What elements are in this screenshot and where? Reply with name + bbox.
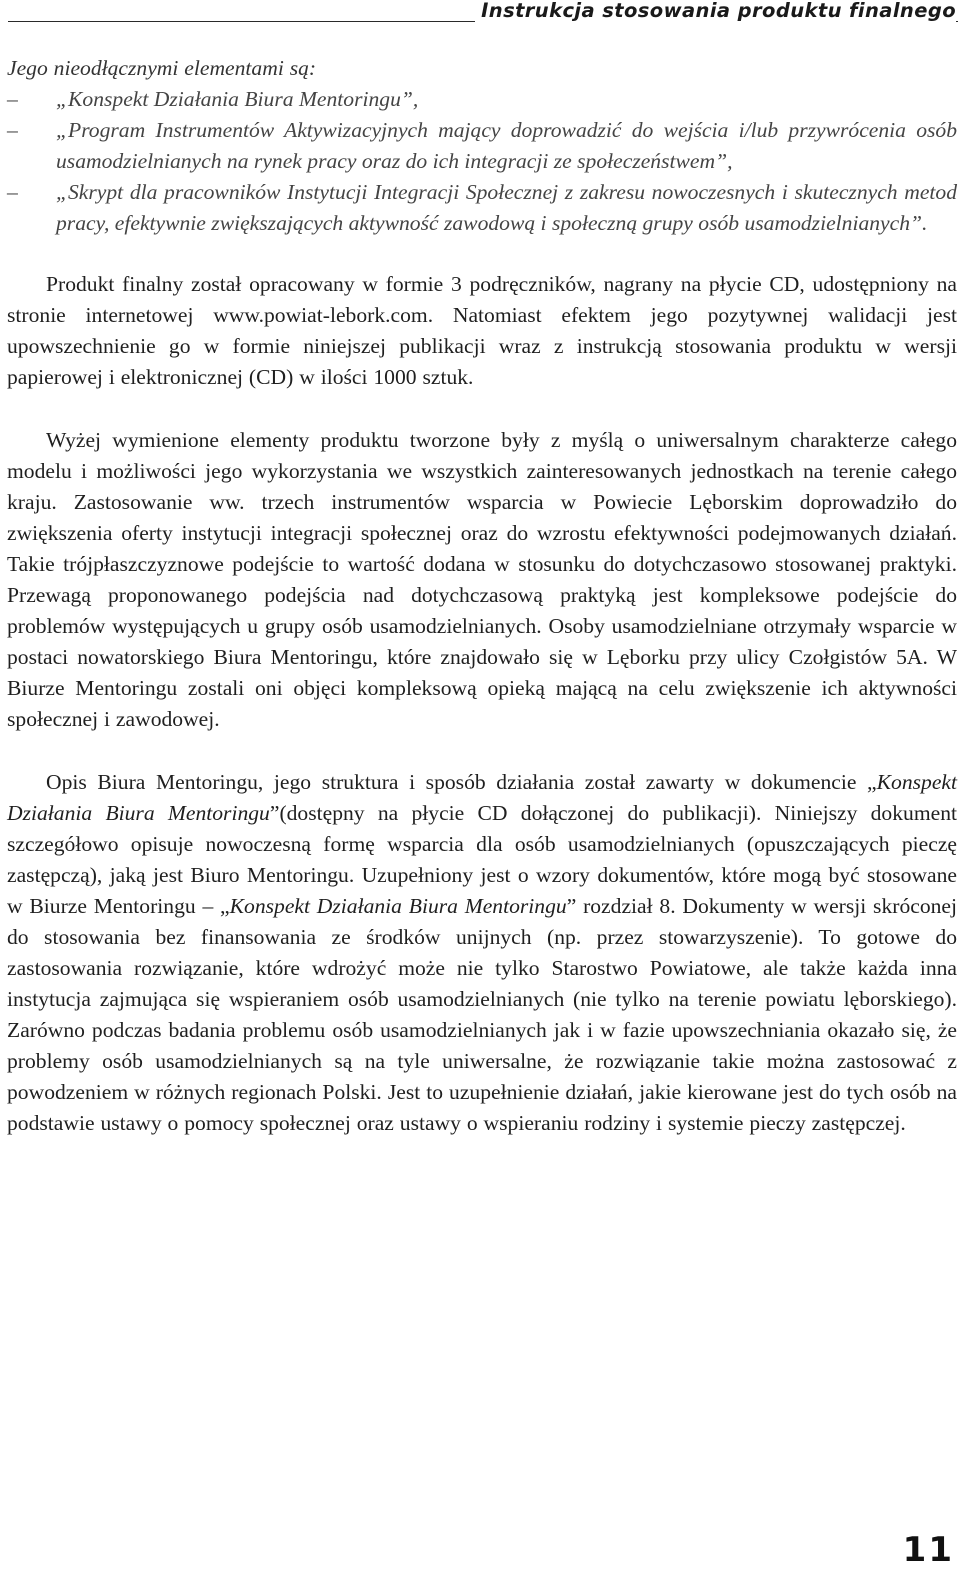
spacer: [7, 735, 957, 767]
paragraph-text: Opis Biura Mentoringu, jego struktura i sposób działania został zawarty w dokumencie „: [46, 770, 877, 794]
header-title: Instrukcja stosowania produktu finalnego: [475, 0, 956, 22]
list-item-text: „Skrypt dla pracowników Instytucji Integracji Społecznej z zakresu nowoczesnych i skutecznych metod pracy, efektywnie zwiększających aktywność zawodową i społeczną grupy osób usamodzielnianych”.: [56, 180, 957, 235]
list-intro: Jego nieodłącznymi elementami są:: [7, 56, 317, 80]
list-item-text: „Konspekt Działania Biura Mentoringu”,: [56, 87, 419, 111]
spacer: [7, 393, 957, 425]
list-dash: –: [7, 180, 18, 204]
list-dash: –: [7, 118, 18, 142]
paragraph-office-description: [7, 767, 957, 1139]
document-title: Konspekt Działania Biura Mentoringu: [229, 894, 567, 918]
page-number: 11: [902, 1530, 954, 1570]
list-item: [7, 84, 957, 115]
element-list: [7, 84, 957, 239]
paragraph-elements-universal: Wyżej wymienione elementy produktu tworzone były z myślą o uniwersalnym charakterze całego modelu i możliwości jego wykorzystania we wszystkich zainteresowanych jednostkach na terenie całego kraju. Zastosowanie ww. trzech instrumentów wsparcia w Powiecie Lęborskim doprowadziło do zwiększenia oferty instytucji integracji społecznej oraz do wzrostu efektywności podejmowanych działań. Takie trójpłaszczyznowe podejście to wartość dodana w stosunku do dotychczasowo stosowanej praktyki. Przewagą proponowanego podejścia nad dotychczasową praktyką jest kompleksowe podejście do problemów występujących u grupy osób usamodzielnianych. Osoby usamodzielniane otrzymały wsparcie w postaci nowatorskiego Biura Mentoringu, które znajdowało się w Lęborku przy ulicy Czołgistów 5A. W Biurze Mentoringu zostali oni objęci kompleksową opieką mającą na celu zwiększenie ich aktywności społecznej i zawodowej.: [7, 428, 957, 731]
list-dash: –: [7, 87, 18, 111]
page-header: [8, 0, 958, 24]
list-item-text: „Program Instrumentów Aktywizacyjnych mający doprowadzić do wejścia i/lub przywrócenia osób usamodzielnianych na rynek pracy oraz do ich integracji ze społeczeństwem”,: [56, 118, 957, 173]
list-item: [7, 115, 957, 177]
spacer: [7, 239, 957, 269]
list-item: [7, 177, 957, 239]
paragraph-product-final: Produkt finalny został opracowany w formie 3 podręczników, nagrany na płycie CD, udostępniony na stronie internetowej www.powiat-lebork.com. Natomiast efektem jego pozytywnej walidacji jest upowszechnienie go w formie niniejszej publikacji wraz z instrukcją stosowania produktu w wersji papierowej i elektronicznej (CD) w ilości 1000 sztuk.: [7, 272, 957, 389]
document-title: Konspekt Działania Biura Mentoringu: [7, 770, 957, 825]
page-content: [7, 53, 957, 1139]
paragraph-text: ”(dostępny na płycie CD dołączonej do publikacji). Niniejszy dokument szczegółowo opisuje nowoczesną formę wsparcia dla osób usamodzielnianych (opuszczających pieczę zastępczą), jaką jest Biuro Mentoringu. Uzupełniony jest o wzory dokumentów, które mogą być stosowane w Biurze Mentoringu – „: [7, 801, 957, 918]
paragraph-text: ” rozdział 8. Dokumenty w wersji skróconej do stosowania bez finansowania ze środków unijnych (np. przez stowarzyszenie). To gotowe do zastosowania rozwiązanie, które wdrożyć może nie tylko Starostwo Powiatowe, ale także każda inna instytucja zajmująca się wspieraniem osób usamodzielnianych (nie tylko na terenie powiatu lęborskiego). Zarówno podczas badania problemu osób usamodzielnianych jak i w fazie upowszechniania okazało się, że problemy osób usamodzielnianych są na tyle uniwersalne, że rozwiązanie takie można zastosować z powodzeniem w różnych regionach Polski. Jest to uzupełnienie działań, jakie kierowane jest do tych osób na podstawie ustawy o pomocy społecznej oraz ustawy o wspieraniu rodziny i systemie pieczy zastępczej.: [7, 894, 958, 1135]
